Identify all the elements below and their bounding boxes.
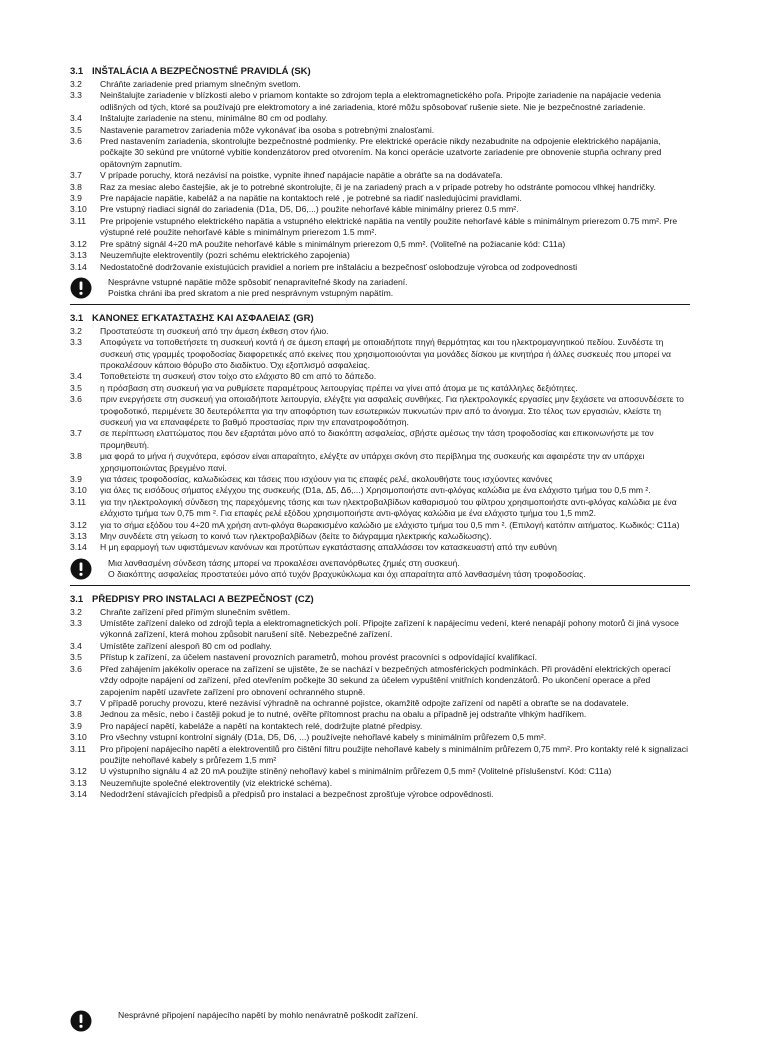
warning-line: Nesprávne vstupné napätie môže spôsobiť nenapraviteľné škody na zariadení. xyxy=(108,276,408,287)
list-item xyxy=(70,732,690,743)
list-item xyxy=(70,698,690,709)
item-text: Αποφύγετε να τοποθετήσετε τη συσκευή κοντά ή σε άμεση επαφή με οποιαδήποτε πηγή θερμότητας και του ηλεκτρομαγνητικού πεδίου. Συνδέστε τη συσκευή στις γραμμές τροφοδοσίας διαφορετικές από εκείνες που χρησιμοποιούνται για μονάδες δίσκου με κινητήρα ή άλλες συσκευές που μπορεί να προκαλέσουν κάποιο θόρυβο στο διαδίκτυο. Όχι εξοπλισμό ασφαλείας. xyxy=(100,337,672,370)
item-text: Pre pripojenie vstupného elektrického napätia a vstupného elektrické napätia na ventily použite nehorľavé káble s minimálnym prierezom 0.75 mm². Pre výstupné relé použite nehorľavé káble s minimálnym prierezom 1.5 mm². xyxy=(100,215,678,238)
item-number: 3.14 xyxy=(70,542,87,553)
item-number: 3.4 xyxy=(70,640,82,651)
item-number: 3.13 xyxy=(70,531,87,542)
item-text: Τοποθετείστε τη συσκευή στον τοίχο στο ελάχιστο 80 cm από το δάπεδο. xyxy=(100,371,377,382)
item-text: Pre napájacie napätie, kabeláž a na napätie na kontaktoch relé , je potrebné sa riadiť nasledujúcimi pravidlami. xyxy=(100,193,522,204)
item-number: 3.7 xyxy=(70,697,82,708)
list-item xyxy=(70,326,690,337)
list-item xyxy=(70,485,690,496)
list-item xyxy=(70,664,690,698)
list-item xyxy=(70,204,690,215)
item-text: Pro všechny vstupní kontrolní signály (D1a, D5, D6, ...) používejte nehořlavé kabely s minimálním průřezem 0,5 mm². xyxy=(100,732,547,743)
warning-line: Nesprávné připojení napájecího napětí by mohlo nenávratně poškodit zařízení. xyxy=(118,1010,419,1020)
section-title-text: PŘEDPISY PRO INSTALACI A BEZPEČNOST (CZ) xyxy=(92,593,314,605)
list-item xyxy=(70,394,690,428)
list-item xyxy=(70,90,690,113)
item-number: 3.8 xyxy=(70,451,82,462)
item-number: 3.11 xyxy=(70,743,87,754)
list-item xyxy=(70,428,690,451)
list-item xyxy=(70,383,690,394)
item-text: V prípade poruchy, ktorá nezávisí na poistke, vypnite ihneď napájacie napätie a obráťte sa na dodávateľa. xyxy=(100,170,503,181)
list-item xyxy=(70,520,690,531)
list-item xyxy=(70,262,690,273)
section-cz xyxy=(70,594,690,801)
list-item xyxy=(70,607,690,618)
section-gr xyxy=(70,313,690,581)
item-number: 3.12 xyxy=(70,766,87,777)
item-number: 3.8 xyxy=(70,709,82,720)
warning-block-sk xyxy=(70,277,690,300)
item-text: για το σήμα εξόδου του 4÷20 mA χρήση αντι-φλόγα θωρακισμένο καλώδιο με ελάχιστο τμήμα του 0,5 mm ². (Επιλογή κατόπιν αιτήματος. Κωδικός: C11a) xyxy=(100,519,680,530)
item-number: 3.6 xyxy=(70,663,82,674)
item-number: 3.5 xyxy=(70,652,82,663)
item-text: V případě poruchy provozu, které nezávisí výhradně na ochranné pojistce, okamžitě odpojte zařízení od napětí a obraťte se na dodavatele. xyxy=(100,697,629,708)
item-number: 3.6 xyxy=(70,394,82,405)
warning-line: Ο διακόπτης ασφαλείας προστατεύει μόνο από τυχόν βραχυκύκλωμα και όχι απαραίτητα από λανθασμένη τάση τροφοδοσίας. xyxy=(108,569,586,580)
item-number: 3.9 xyxy=(70,720,82,731)
item-text: Před zahájením jakékoliv operace na zařízení se ujistěte, že se nachází v bezpečných atmosférických podmínkách. Při provádění elektrických operací vždy odpojte napájení od zařízení, před otevřením počkejte 30 sekund za účelem vypuštění vnitřních kondenzátorů. Po ukončení operace a před zapojením napětí uzavřete zařízení pro obnovení ochranného stupně. xyxy=(100,663,671,697)
list-item xyxy=(70,451,690,474)
item-number: 3.11 xyxy=(70,496,87,507)
list-item xyxy=(70,239,690,250)
item-text: πριν ενεργήσετε στη συσκευή για οποιαδήποτε λειτουργία, ελέγξτε για ασφαλείς συνθήκες. Για ηλεκτρολογικές εργασίες μην ξεχάσετε να αποσυνδέσετε το τροφοδοτικό, περιμένετε 30 δευτερόλεπτα για την αποφόρτιση των εσωτερικών πυκνωτών πριν από το άνοιγμα. Στο τέλος των εργασιών, κλείστε τη συσκευή για να επαναφέρετε το βαθμό προστασίας πριν την επανατροφοδότηση. xyxy=(100,394,684,427)
item-text: Umístěte zařízení alespoň 80 cm od podlahy. xyxy=(100,640,272,651)
list-item xyxy=(70,250,690,261)
item-number: 3.2 xyxy=(70,606,82,617)
list-item xyxy=(70,531,690,542)
item-text: Přístup k zařízení, za účelem nastavení provozních parametrů, mohou provést pracovníci s odpovídající kvalifikací. xyxy=(100,652,538,663)
item-number: 3.6 xyxy=(70,136,82,147)
item-text: Pre vstupný riadiaci signál do zariadenia (D1a, D5, D6,...) použite nehorľavé káble minimálny prierez 0.5 mm². xyxy=(100,204,519,215)
item-text: Pro připojení napájecího napětí a elektroventilů pro čištění filtru použijte nehořlavé kabely s minimálním průřezem 0,75 mm². Pro kontakty relé k signalizaci použijte nehořlavé kabely s průřezem 1,5 mm² xyxy=(100,743,689,765)
item-number: 3.8 xyxy=(70,181,82,192)
item-number: 3.9 xyxy=(70,474,82,484)
section-divider xyxy=(70,585,690,586)
item-text: Neuzemňujte společné elektroventily (viz elektrické schéma). xyxy=(100,777,333,788)
section-title-text: INŠTALÁCIA A BEZPEČNOSTNÉ PRAVIDLÁ (SK) xyxy=(92,66,311,77)
item-number: 3.11 xyxy=(70,215,87,226)
section-number: 3.1 xyxy=(70,593,84,605)
item-number: 3.7 xyxy=(70,428,82,439)
list-item xyxy=(70,652,690,663)
item-number: 3.10 xyxy=(70,204,87,215)
item-number: 3.12 xyxy=(70,519,87,530)
item-text: Neinštalujte zariadenie v blízkosti alebo v priamom kontakte so zdrojom tepla a elektromagnetického poľa. Pripojte zariadenie na napájacie vedenia odlišných od tých, ktoré sa používajú pre elektromotory a iné zariadenia, ktoré môžu spôsobovať rušenie siete. Nie je bezpečnostné zariadenie. xyxy=(100,90,661,112)
item-text: Inštalujte zariadenie na stenu, minimálne 80 cm od podlahy. xyxy=(100,113,328,124)
item-number: 3.7 xyxy=(70,170,82,181)
item-number: 3.9 xyxy=(70,193,82,204)
item-number: 3.3 xyxy=(70,618,82,629)
item-number: 3.3 xyxy=(70,90,82,101)
item-text: Η μη εφαρμογή των υφιστάμενων κανόνων και προτύπων εγκατάστασης απαλλάσσει τον κατασκευαστή από την ευθύνη xyxy=(100,542,557,553)
list-item xyxy=(70,497,690,520)
list-item xyxy=(70,125,690,136)
section-title-text: ΚΑΝΟΝΕΣ ΕΓΚΑΤΑΣΤΑΣΗΣ ΚΑΙ ΑΣΦΑΛΕΙΑΣ (GR) xyxy=(92,312,314,324)
item-number: 3.2 xyxy=(70,325,82,336)
section-title-gr xyxy=(70,313,690,325)
item-text: Pred nastavením zariadenia, skontrolujte bezpečnostné podmienky. Pre elektrické operácie nikdy nezabudnite na odpojenie elektrického napájania, počkajte 30 sekúnd pre vnútorné vybitie kondenzátorov pred otvorením. Na konci operácie uzatvorte zariadenie pre obnovenie stupňa ochrany pred opätovným zapnutím. xyxy=(100,136,662,169)
item-number: 3.12 xyxy=(70,238,87,249)
list-item xyxy=(70,789,690,800)
item-number: 3.10 xyxy=(70,732,87,743)
item-text: για τάσεις τροφοδοσίας, καλωδιώσεις και τάσεις που ισχύουν για τις επαφές ρελέ, ακολουθήστε τους ισχύοντες κανόνες xyxy=(100,474,553,484)
list-item xyxy=(70,113,690,124)
item-text: Jednou za měsíc, nebo i častěji pokud je to nutné, ověřte přítomnost prachu na obalu a případně jej odstraňte vlhkým hadříkem. xyxy=(100,709,587,720)
list-item xyxy=(70,371,690,382)
section-number: 3.1 xyxy=(70,312,84,324)
item-number: 3.10 xyxy=(70,485,87,496)
item-text: Προστατεύστε τη συσκευή από την άμεση έκθεση στον ήλιο. xyxy=(100,325,329,336)
list-item xyxy=(70,182,690,193)
section-number: 3.1 xyxy=(70,66,84,77)
item-number: 3.4 xyxy=(70,371,82,382)
list-item xyxy=(70,709,690,720)
item-text: Umístěte zařízení daleko od zdrojů tepla a elektromagnetických polí. Připojte zařízení k napájecímu vedení, které nenapájí pohony motorů či jiná vysoce výkonná zařízení, která mohou způsobit narušení sítě. Nebezpečné zařízení. xyxy=(100,618,679,640)
warning-icon xyxy=(70,558,100,580)
list-item xyxy=(70,744,690,767)
item-text: Chráňte zariadenie pred priamym slnečným svetlom. xyxy=(100,79,301,89)
section-title-sk xyxy=(70,66,690,78)
item-number: 3.5 xyxy=(70,382,82,393)
warning-line: Poistka chráni iba pred skratom a nie pred nesprávnym vstupným napätím. xyxy=(108,288,394,299)
list-item xyxy=(70,542,690,553)
item-text: Nedodržení stávajících předpisů a předpisů pro instalaci a bezpečnost zprošťuje výrobce odpovědnosti. xyxy=(100,789,494,800)
document-page xyxy=(70,66,690,805)
list-item xyxy=(70,216,690,239)
item-text: Pro napájecí napětí, kabeláže a napětí na kontaktech relé, dodržujte platné předpisy. xyxy=(100,720,423,731)
item-text: U výstupního signálu 4 až 20 mA použijte stíněný nehořlavý kabel s minimálním průřezem 0,5 mm² (Volitelné příslušenství. Kód: C11a) xyxy=(100,766,612,777)
list-item xyxy=(70,170,690,181)
list-item xyxy=(70,337,690,371)
item-number: 3.14 xyxy=(70,261,87,272)
warning-icon xyxy=(70,277,100,299)
item-text: Nastavenie parametrov zariadenia môže vykonávať iba osoba s potrebnými znalosťami. xyxy=(100,124,435,135)
item-number: 3.5 xyxy=(70,124,82,135)
item-text: Raz za mesiac alebo častejšie, ak je to potrebné skontrolujte, či je na zariadený prach a v prípade potreby ho odstránte pomocou vlhkej handričky. xyxy=(100,181,656,192)
list-item xyxy=(70,778,690,789)
item-text: Pre spätný signál 4÷20 mA použite nehorľavé káble s minimálnym prierezom 0,5 mm². (Voliteľné na požiacanie kód: C11a) xyxy=(100,238,566,249)
warning-block-gr xyxy=(70,558,690,581)
section-sk xyxy=(70,66,690,300)
item-number: 3.14 xyxy=(70,789,87,800)
item-text: μια φορά το μήνα ή συχνότερα, εφόσον είναι απαραίτητο, ελέγξτε αν υπάρχει σκόνη στο περίβλημα της συσκευής και αφαιρέστε την αν υπάρχει χρησιμοποιώντας βρεγμένο πανί. xyxy=(100,451,645,473)
list-item xyxy=(70,193,690,204)
item-text: για όλες τις εισόδους σήματος ελέγχου της συσκευής (D1a, Δ5, Δ6,...) Χρησιμοποιήστε αντι-φλόγας καλώδια με ένα ελάχιστο τμήμα του 0,5 mm ². xyxy=(100,485,651,496)
list-item xyxy=(70,474,690,485)
warning-line: Μια λανθασμένη σύνδεση τάσης μπορεί να προκαλέσει ανεπανόρθωτες ζημιές στη συσκευή. xyxy=(108,557,460,568)
list-item xyxy=(70,79,690,90)
item-number: 3.13 xyxy=(70,250,87,261)
list-item xyxy=(70,136,690,170)
list-item xyxy=(70,766,690,777)
list-item xyxy=(70,641,690,652)
item-text: σε περίπτωση ελαττώματος που δεν εξαρτάται μόνο από το διακόπτη ασφαλείας, σβήστε αμέσως την τάση τροφοδοσίας και επικοινωνήστε με τον προμηθευτή. xyxy=(100,428,654,450)
item-text: Chraňte zařízení před přímým slunečním světlem. xyxy=(100,606,291,617)
item-number: 3.4 xyxy=(70,113,82,124)
item-number: 3.3 xyxy=(70,337,82,348)
section-divider xyxy=(70,304,690,305)
item-number: 3.2 xyxy=(70,79,82,89)
item-number: 3.13 xyxy=(70,777,87,788)
section-title-cz xyxy=(70,594,690,606)
item-text: η πρόσβαση στη συσκευή για να ρυθμίσετε παραμέτρους λειτουργίας πρέπει να γίνει από άτομα με τις κατάλληλες δεξιότητες. xyxy=(100,382,578,393)
item-text: Μην συνδέετε στη γείωση το κοινό των ηλεκτροβαλβίδων (δείτε το διάγραμμα ηλεκτρικής καλωδίωσης). xyxy=(100,531,492,542)
list-item xyxy=(70,721,690,732)
item-text: για την ηλεκτρολογική σύνδεση της παρεχόμενης τάσης και των ηλεκτροβαλβίδων καθαρισμού του φίλτρου χρησιμοποιήστε αντι-φλόγας καλώδια με ένα ελάχιστο τμήμα των 0,75 mm ². Για επαφές ρελέ εξόδου χρησιμοποιήστε αντι-φλόγας καλώδια με ένα ελάχιστο τμήμα του 1,5 mm2. xyxy=(100,496,677,519)
item-text: Nedostatočné dodržovanie existujúcich pravidiel a noriem pre inštaláciu a bezpečnosť oslobodzuje výrobca od zodpovednosti xyxy=(100,261,578,272)
item-text: Neuzemňujte elektroventily (pozri schému elektrického zapojenia) xyxy=(100,250,350,261)
list-item xyxy=(70,618,690,641)
